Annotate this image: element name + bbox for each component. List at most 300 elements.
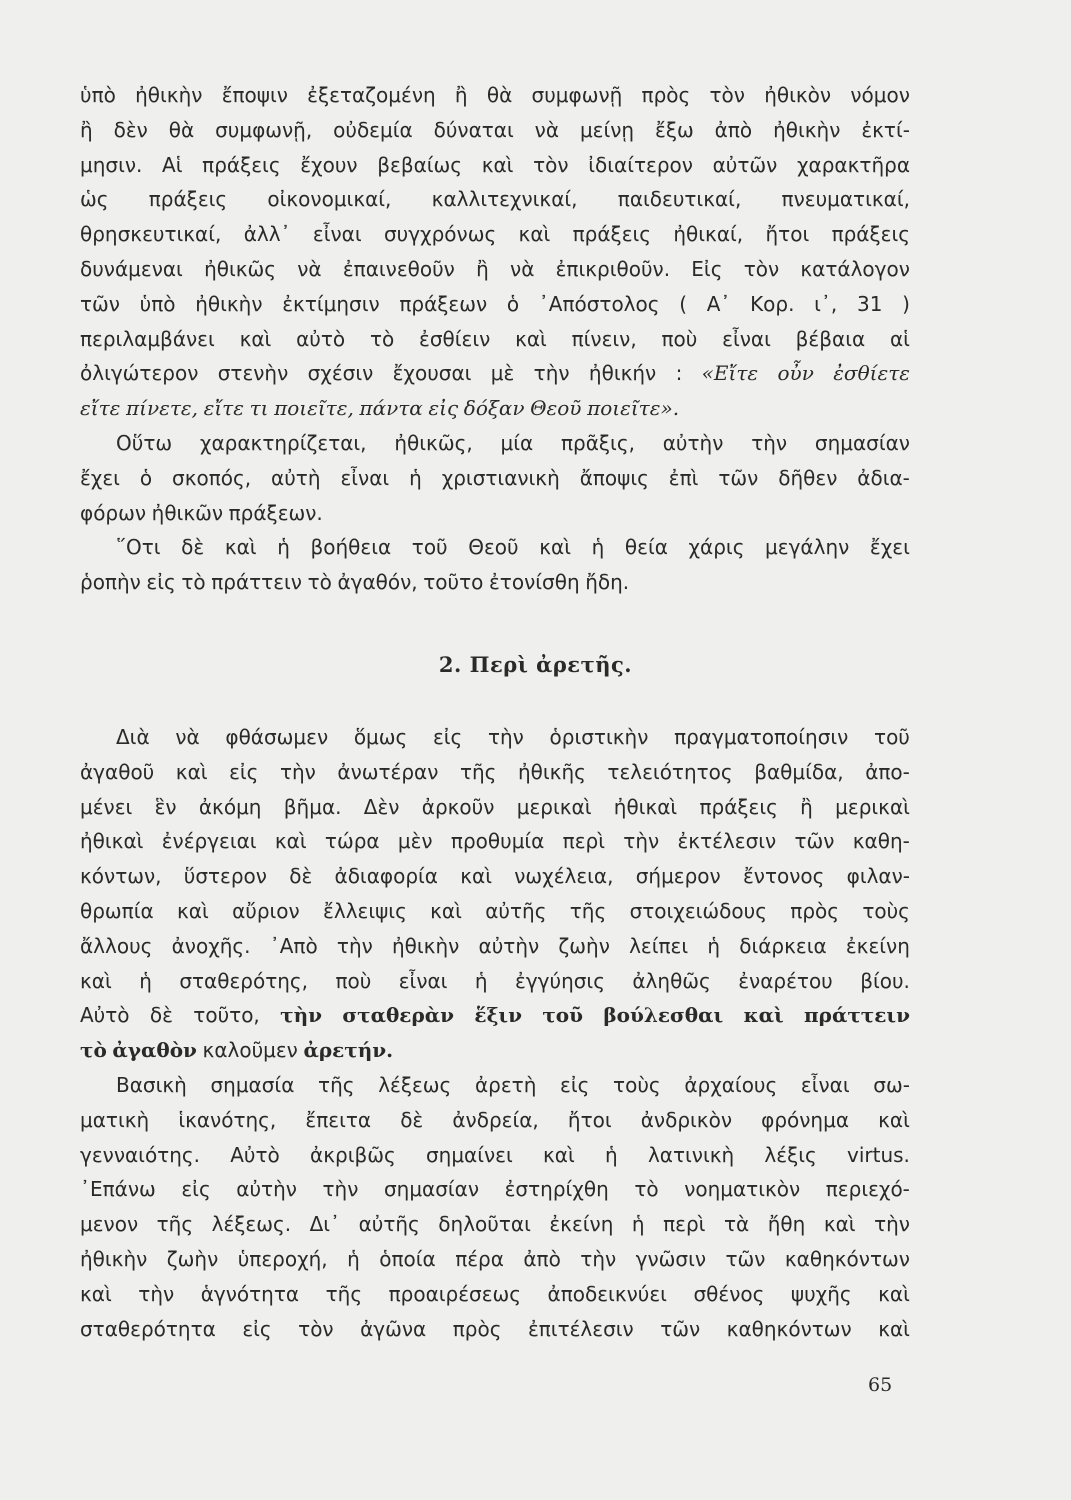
word: ἔχει — [869, 535, 910, 560]
word: ᾽Επάνω — [80, 1177, 156, 1202]
section-heading: 2. Περὶ ἀρετῆς. — [438, 652, 633, 677]
word: τῆς — [569, 898, 607, 923]
word: τὸν — [743, 256, 780, 281]
word: ἀνδρικὸν — [640, 1107, 732, 1132]
word: ἡ — [277, 535, 290, 560]
word: ἠθικῶς, — [394, 430, 473, 455]
word: ἀπὸ — [523, 1246, 561, 1271]
word: ποιεῖτε». — [587, 396, 680, 421]
word: αὐτὴν — [236, 1177, 297, 1202]
word: ἐγγύησις — [515, 968, 605, 993]
word: δὲν — [113, 117, 148, 142]
word: ἐνέργειαι — [161, 829, 257, 854]
word: ἠθικῶς — [204, 256, 277, 281]
word: ὑπὸ — [80, 83, 116, 107]
word: εἰς — [560, 1072, 590, 1097]
word: πρὸς — [641, 83, 691, 107]
word: τοῦτο, — [193, 1003, 260, 1028]
word: ἐξεταζομένη — [307, 83, 436, 107]
word: ἀκόμη — [198, 794, 262, 819]
word: Οὕτω — [116, 430, 173, 455]
word: ὑπὸ — [139, 291, 176, 316]
word: ἐκείνη — [549, 1212, 614, 1237]
word: ἀλλ᾽ — [243, 222, 291, 247]
word: ἰδιαίτερον — [588, 152, 693, 177]
page-number: 65 — [868, 1374, 893, 1396]
word: ἔχουσαι — [392, 361, 472, 386]
word: ἀδια- — [857, 465, 910, 490]
word: δύναται — [433, 117, 514, 142]
word: μένει — [80, 794, 133, 819]
word: βῆμα. — [283, 794, 342, 819]
word: πνευματικαί, — [781, 187, 910, 212]
word: μὲν — [397, 829, 433, 854]
word: ἤθη — [767, 1212, 806, 1237]
word: ὁ — [506, 291, 520, 316]
word: ἡ — [409, 465, 422, 490]
text-line — [80, 322, 910, 357]
word: τώρα — [324, 829, 380, 854]
word: δηλοῦται — [438, 1212, 531, 1237]
word: Κορ. — [750, 291, 795, 316]
word: τῆς — [318, 1072, 355, 1097]
word: εἴτε — [203, 396, 244, 421]
word: πράττειν — [211, 570, 302, 595]
word: τῶν — [794, 829, 835, 854]
word: τῶν — [660, 1316, 701, 1341]
word: τοῦ — [874, 725, 910, 749]
word: μία — [500, 430, 534, 455]
word: πράξεις — [699, 794, 778, 819]
word: εἶναι — [398, 968, 448, 993]
word: ἄποψις — [579, 465, 649, 490]
word: καὶ — [878, 1316, 910, 1341]
word: μερικαὶ — [516, 794, 592, 819]
word: ἡ — [631, 1212, 645, 1237]
word: παιδευτικαί, — [617, 187, 742, 212]
word: τὴν — [487, 725, 524, 749]
word: καὶ — [430, 898, 462, 923]
word: ἐπιτέλεσιν — [527, 1316, 634, 1341]
text-line — [80, 461, 910, 496]
word: πρᾶξις, — [560, 430, 635, 455]
word: πίνετε, — [125, 396, 198, 421]
word: ἀκριβῶς — [310, 1142, 396, 1167]
word: περὶ — [663, 1212, 706, 1237]
word: Α᾽ — [706, 291, 731, 316]
word: μησιν. — [80, 152, 143, 177]
word: φθάσωμεν — [225, 725, 329, 749]
word: ἠθικὴν — [80, 1246, 148, 1271]
word: καὶ — [823, 1212, 856, 1237]
word: ἠθικὸν — [764, 83, 832, 107]
word: λατινικὴ — [647, 1142, 735, 1167]
word: βίου. — [860, 968, 910, 993]
word: χάρις — [688, 535, 745, 560]
word: ἡ — [707, 933, 721, 958]
word: τὴν — [751, 430, 788, 455]
word: τὸ — [181, 570, 206, 595]
text-line — [80, 1207, 910, 1242]
word: καὶ — [518, 222, 551, 247]
word: ἐκείνη — [845, 933, 910, 958]
word: σημαίνει — [425, 1142, 513, 1167]
word: ἠθικῆς — [517, 759, 586, 784]
word: ἢ — [800, 794, 813, 819]
word: τὴν — [874, 1212, 910, 1237]
word: ἐπὶ — [668, 465, 699, 490]
word: ἐσθίετε — [833, 361, 910, 386]
word: ἐτονίσθη — [489, 570, 580, 595]
word: δὲ — [289, 864, 313, 889]
word: ἐκτέλεσιν — [677, 829, 777, 854]
word: σταθερότης, — [179, 968, 309, 993]
text-line — [80, 391, 910, 426]
word: ) — [902, 291, 910, 316]
word: προθυμία — [450, 829, 545, 854]
word: σταθερὰν — [342, 1003, 455, 1028]
word: τῶν — [80, 291, 120, 316]
word: ἠθικὴν — [135, 83, 203, 107]
word: ἀποδεικνύει — [547, 1281, 667, 1306]
word: ἄλλους — [80, 933, 153, 958]
word: δόξαν — [463, 396, 525, 421]
word: αὐτὴ — [271, 465, 321, 490]
word: πέρα — [455, 1246, 504, 1271]
word: λείπει — [629, 933, 689, 958]
text-line — [80, 964, 910, 999]
word: σκοπός, — [172, 465, 252, 490]
word: Βασικὴ — [116, 1072, 187, 1097]
word: ὁριστικὴν — [549, 725, 649, 749]
word: θὰ — [486, 83, 513, 107]
word: λέξεως. — [211, 1212, 292, 1237]
word: Θεοῦ — [468, 535, 519, 560]
word: τὴν — [279, 759, 316, 784]
word: ἀρκοῦν — [421, 794, 495, 819]
word: τῆς — [325, 1281, 363, 1306]
word: βούλεσθαι — [603, 1003, 724, 1028]
word: τῆς — [156, 1212, 194, 1237]
word: ἁγνότητα — [200, 1281, 300, 1306]
word: γνῶσιν — [635, 1246, 707, 1271]
word: εἶναι — [340, 465, 390, 490]
word: εἶναι — [312, 222, 362, 247]
word: προαιρέσεως — [388, 1281, 522, 1306]
word: καὶ — [80, 1281, 112, 1306]
word: καὶ — [878, 1107, 910, 1132]
text-line — [80, 929, 910, 964]
word: πίνειν, — [571, 326, 637, 351]
word: δῆθεν — [778, 465, 838, 490]
word: φρόνημα — [761, 1107, 850, 1132]
word: νὰ — [534, 117, 560, 142]
word: πράξεις — [572, 222, 652, 247]
word: ἡ — [347, 1246, 360, 1271]
word: νόμον — [850, 83, 910, 107]
text-line — [80, 720, 910, 755]
word: ὁ — [139, 465, 153, 490]
word: φόρων — [80, 500, 147, 525]
word: τοὺς — [613, 1072, 661, 1097]
word: ἢ — [476, 256, 489, 281]
word: τοῦ — [411, 535, 448, 560]
word: ἀρετὴ — [474, 1072, 537, 1097]
word: ῞Οτι — [116, 535, 161, 560]
word: σημασία — [210, 1072, 295, 1097]
word: εἶναι — [800, 1072, 850, 1097]
word: ἔχουν — [300, 152, 358, 177]
text-line — [80, 790, 910, 825]
word: διάρκεια — [739, 933, 827, 958]
word: αὐτὴν — [478, 933, 540, 958]
word: ἡ — [605, 1142, 618, 1167]
word: ἡ — [474, 968, 488, 993]
text-line — [80, 1242, 910, 1277]
word: τὸν — [298, 1316, 334, 1341]
word: βαθμίδα, — [754, 759, 844, 784]
word: αὐτῆς — [358, 1212, 420, 1237]
word: ἔξω — [655, 117, 694, 142]
text-line — [80, 1103, 910, 1138]
word: πράξεις — [202, 152, 281, 177]
word: συμφωνῇ — [531, 83, 623, 107]
word: αὐτὴν — [662, 430, 724, 455]
word: ὁποία — [379, 1246, 436, 1271]
word: ὕστερον — [183, 864, 267, 889]
text-line — [80, 426, 910, 461]
word: ἠθικαὶ — [80, 829, 144, 854]
word: καὶ — [481, 152, 514, 177]
word: ἀγαθόν, — [337, 570, 418, 595]
word: τὴν — [580, 1246, 617, 1271]
word: μενον — [80, 1212, 139, 1237]
word: ὑπεροχή, — [237, 1246, 328, 1271]
word: : — [675, 361, 683, 386]
word: ἐναρέτου — [738, 968, 833, 993]
word: νοηματικὸν — [684, 1177, 801, 1202]
word: νὰ — [510, 256, 535, 281]
word: τῶν — [725, 1246, 766, 1271]
word: ἔχει — [80, 465, 120, 490]
word: αὔριον — [232, 898, 300, 923]
word: ἀληθῶς — [632, 968, 711, 993]
word: τὴν — [623, 829, 660, 854]
word: Δὲν — [363, 794, 400, 819]
word: ἀπὸ — [714, 117, 753, 142]
word: αὐτῶν — [712, 152, 778, 177]
word: πράξεις — [148, 187, 228, 212]
word: ἔντονος — [742, 864, 825, 889]
word: μὲ — [490, 361, 515, 386]
word: στοιχειώδους — [629, 898, 767, 923]
word: ἀνοχῆς. — [171, 933, 251, 958]
word: καὶ — [274, 829, 307, 854]
text-line — [80, 1312, 910, 1347]
word: καὶ — [539, 535, 571, 560]
word: εἶναι — [722, 326, 771, 351]
word: εἰς — [428, 396, 459, 421]
word: ἐκτίμησιν — [282, 291, 380, 316]
word: ἔλλειψις — [323, 898, 407, 923]
word: ἠθικήν — [588, 361, 657, 386]
word: ἤτοι — [567, 1107, 612, 1132]
word: ἀνδρεία, — [452, 1107, 539, 1132]
word: τὴν — [280, 1003, 323, 1028]
word: καὶ — [460, 864, 492, 889]
word: ἡ — [139, 968, 152, 993]
word: τὸ — [634, 1177, 659, 1202]
word: τὰ — [723, 1212, 750, 1237]
word: εἰς — [242, 1316, 272, 1341]
word: λέξις — [764, 1142, 817, 1167]
word: χριστιανικὴ — [441, 465, 560, 490]
word: σημασίαν — [383, 1177, 480, 1202]
word: ποὺ — [661, 326, 698, 351]
word: τὴν — [533, 361, 570, 386]
text-line — [80, 755, 910, 790]
word: ἠθικαί, — [673, 222, 744, 247]
text-line — [80, 824, 910, 859]
word: καὶ — [743, 1003, 784, 1028]
body-text-top — [80, 78, 910, 600]
word: τὴν — [322, 1177, 359, 1202]
word: εἰς — [181, 1177, 211, 1202]
word: τοὺς — [862, 898, 910, 923]
text-line — [80, 1277, 910, 1312]
word: καθη- — [852, 829, 910, 854]
word: ποὺ — [335, 968, 372, 993]
word: Εἰς — [691, 256, 723, 281]
word: Αἱ — [162, 152, 183, 177]
word: ἐπαινεθοῦν — [342, 256, 455, 281]
text-line — [80, 252, 910, 287]
word: δὲ — [400, 1107, 424, 1132]
word: κόντων, — [80, 864, 162, 889]
word: ψυχῆς — [790, 1281, 852, 1306]
word: θεία — [624, 535, 668, 560]
word: 31 — [856, 291, 883, 316]
word: σημασίαν — [814, 430, 910, 455]
word: Αὐτὸ — [230, 1142, 280, 1167]
word: Αὐτὸ — [80, 1003, 130, 1028]
word: ἀγαθὸν — [112, 1038, 197, 1063]
word: τὸν — [709, 83, 745, 107]
text-line — [80, 530, 910, 565]
word: εἴτε — [80, 396, 121, 421]
word: τὸν — [533, 152, 569, 177]
word: ἐκτί- — [861, 117, 910, 142]
word: δυνάμεναι — [80, 256, 183, 281]
word: καθηκόντων — [784, 1246, 910, 1271]
word: θρησκευτικαί, — [80, 222, 222, 247]
text-line — [80, 356, 910, 391]
word: γενναιότης. — [80, 1142, 200, 1167]
word: καὶ — [177, 898, 209, 923]
word: ᾽Απόστολος — [538, 291, 660, 316]
word: βοήθεια — [310, 535, 392, 560]
word: πράττειν — [804, 1003, 910, 1028]
word: ζωὴν — [166, 1246, 219, 1271]
body-text-bottom — [80, 720, 910, 1346]
word: τῆς — [459, 759, 497, 784]
word: αὐτὸ — [296, 326, 346, 351]
word: εἰς — [432, 725, 463, 749]
word: τὸ — [80, 1038, 107, 1063]
word: λέξεως — [378, 1072, 452, 1097]
word: κατάλογον — [800, 256, 910, 281]
text-line — [80, 1033, 910, 1068]
word: τῶν — [718, 465, 759, 490]
word: τὴν — [138, 1281, 175, 1306]
word: θὰ — [168, 117, 195, 142]
word: καλλιτεχνικαί, — [431, 187, 578, 212]
word: θρωπία — [80, 898, 154, 923]
word: φιλαν- — [846, 864, 910, 889]
word: σθένος — [693, 1281, 765, 1306]
word: συγχρόνως — [383, 222, 497, 247]
word: σταθερότητα — [80, 1316, 216, 1341]
word: οὐδεμία — [333, 117, 413, 142]
text-line — [80, 148, 910, 183]
word: τελειότητος — [607, 759, 733, 784]
word: ἓν — [154, 794, 177, 819]
word: ἔποψιν — [221, 83, 288, 107]
word: οὖν — [777, 361, 814, 386]
word: ἠθικαὶ — [613, 794, 678, 819]
word: Θεοῦ — [530, 396, 582, 421]
word: τὴν — [336, 933, 373, 958]
word: «Εἴτε — [701, 361, 759, 386]
text-line — [80, 182, 910, 217]
word: ἀγῶνα — [360, 1316, 427, 1341]
word: ζωὴν — [558, 933, 610, 958]
word: καὶ — [175, 759, 208, 784]
word: μείνῃ — [579, 117, 635, 142]
word: αὐτῆς — [485, 898, 547, 923]
word: virtus. — [846, 1142, 910, 1167]
text-line — [80, 1138, 910, 1173]
word: αἱ — [889, 326, 910, 351]
word: ἐσθίειν — [419, 326, 491, 351]
word: μεγάλην — [765, 535, 850, 560]
word: ἐπικριθοῦν. — [555, 256, 671, 281]
text-line — [80, 496, 910, 531]
word: ἢ — [454, 83, 468, 107]
word: στενὴν — [217, 361, 289, 386]
word: ὡς — [80, 187, 109, 212]
text-line — [80, 998, 910, 1033]
word: πάντα — [359, 396, 423, 421]
word: ἠθικὴν — [773, 117, 841, 142]
word: σήμερον — [635, 864, 721, 889]
word: πρὸς — [452, 1316, 502, 1341]
word: ἀπο- — [865, 759, 910, 784]
word: ὅμως — [353, 725, 408, 749]
word: ἠθικῶν — [151, 500, 224, 525]
word: τοῦ — [542, 1003, 584, 1028]
word: Διὰ — [116, 725, 150, 749]
word: εἰς — [229, 759, 259, 784]
word: εἰς — [146, 570, 176, 595]
word: περιεχό- — [825, 1177, 910, 1202]
word: ἤτοι — [765, 222, 810, 247]
word: καθηκόντων — [726, 1316, 852, 1341]
word: τι — [249, 396, 269, 421]
word: καὶ — [224, 535, 257, 560]
word: ποιεῖτε, — [274, 396, 354, 421]
word: τὸ — [369, 326, 395, 351]
